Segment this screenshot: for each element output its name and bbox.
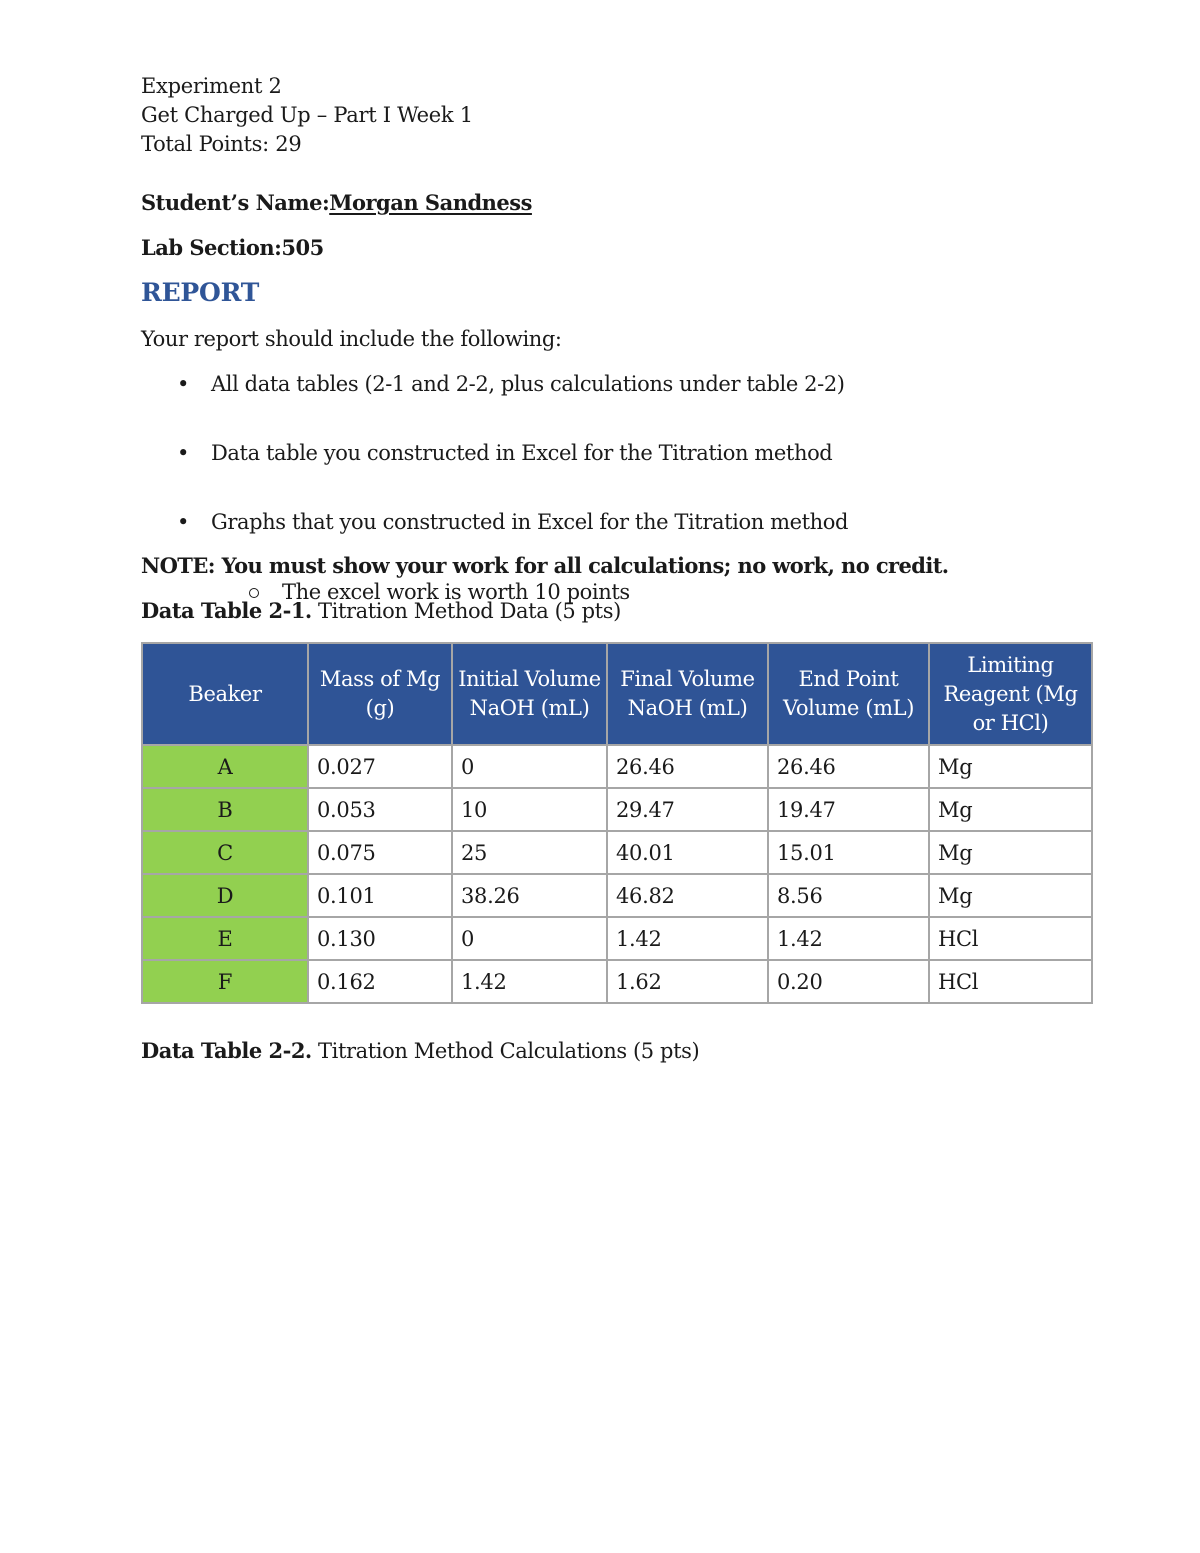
column-header-beaker: Beaker <box>142 643 308 745</box>
bullet-dot-icon: • <box>177 372 189 396</box>
initial-volume-cell: 0 <box>452 745 607 788</box>
beaker-cell: B <box>142 788 308 831</box>
report-intro: Your report should include the following: <box>141 327 562 351</box>
table-row <box>142 917 1092 960</box>
bullet-text: Graphs that you constructed in Excel for the Titration method <box>211 510 849 534</box>
table-row <box>142 874 1092 917</box>
total-points: Total Points: 29 <box>141 132 302 156</box>
document-page <box>141 72 1091 1063</box>
end-point-cell: 15.01 <box>768 831 929 874</box>
experiment-subtitle: Get Charged Up – Part I Week 1 <box>141 103 473 127</box>
work-note: NOTE: You must show your work for all calculations; no work, no credit. <box>141 553 949 578</box>
beaker-cell: E <box>142 917 308 960</box>
beaker-cell: C <box>142 831 308 874</box>
end-point-cell: 19.47 <box>768 788 929 831</box>
mass-cell: 0.162 <box>308 960 452 1003</box>
limiting-reagent-cell: Mg <box>929 831 1092 874</box>
mass-cell: 0.027 <box>308 745 452 788</box>
final-volume-cell: 46.82 <box>607 874 768 917</box>
limiting-reagent-cell: Mg <box>929 788 1092 831</box>
end-point-cell: 26.46 <box>768 745 929 788</box>
bullet-text: All data tables (2-1 and 2-2, plus calculations under table 2-2) <box>211 372 845 396</box>
experiment-title: Experiment 2 <box>141 74 282 98</box>
lab-section-label: Lab Section: <box>141 235 282 260</box>
bullet-text: Data table you constructed in Excel for the Titration method <box>211 441 833 465</box>
titration-method-data-table <box>141 642 1093 1004</box>
lab-section-value: 505 <box>281 235 324 260</box>
document-header <box>141 72 473 159</box>
mass-cell: 0.130 <box>308 917 452 960</box>
limiting-reagent-cell: HCl <box>929 960 1092 1003</box>
table-row <box>142 788 1092 831</box>
lab-section-field <box>141 235 324 260</box>
limiting-reagent-cell: Mg <box>929 874 1092 917</box>
limiting-reagent-cell: Mg <box>929 745 1092 788</box>
bullet-dot-icon: • <box>177 441 189 465</box>
final-volume-cell: 1.42 <box>607 917 768 960</box>
column-header-limiting-reagent: Limiting Reagent (Mg or HCl) <box>929 643 1092 745</box>
table1-caption <box>141 598 621 623</box>
beaker-cell: D <box>142 874 308 917</box>
report-heading: REPORT <box>141 278 260 307</box>
beaker-cell: A <box>142 745 308 788</box>
column-header-mass-mg: Mass of Mg (g) <box>308 643 452 745</box>
final-volume-cell: 1.62 <box>607 960 768 1003</box>
initial-volume-cell: 1.42 <box>452 960 607 1003</box>
student-name-field <box>141 190 532 215</box>
final-volume-cell: 40.01 <box>607 831 768 874</box>
student-name-label: Student’s Name: <box>141 190 330 215</box>
column-header-final-volume: Final Volume NaOH (mL) <box>607 643 768 745</box>
table-row <box>142 745 1092 788</box>
mass-cell: 0.053 <box>308 788 452 831</box>
final-volume-cell: 26.46 <box>607 745 768 788</box>
initial-volume-cell: 0 <box>452 917 607 960</box>
initial-volume-cell: 38.26 <box>452 874 607 917</box>
table-row <box>142 960 1092 1003</box>
initial-volume-cell: 10 <box>452 788 607 831</box>
final-volume-cell: 29.47 <box>607 788 768 831</box>
mass-cell: 0.101 <box>308 874 452 917</box>
initial-volume-cell: 25 <box>452 831 607 874</box>
bullet-item <box>141 372 1161 396</box>
beaker-cell: F <box>142 960 308 1003</box>
table1-caption-label: Data Table 2-1. <box>141 598 312 623</box>
table2-caption <box>141 1038 699 1063</box>
end-point-cell: 0.20 <box>768 960 929 1003</box>
end-point-cell: 1.42 <box>768 917 929 960</box>
column-header-initial-volume: Initial Volume NaOH (mL) <box>452 643 607 745</box>
table1-caption-text: Titration Method Data (5 pts) <box>311 599 621 623</box>
mass-cell: 0.075 <box>308 831 452 874</box>
end-point-cell: 8.56 <box>768 874 929 917</box>
titration-table-wrapper <box>141 642 1093 1004</box>
bullet-item <box>141 510 1161 534</box>
column-header-end-point-volume: End Point Volume (mL) <box>768 643 929 745</box>
table-row <box>142 831 1092 874</box>
bullet-dot-icon: • <box>177 510 189 534</box>
hollow-circle-bullet-icon <box>249 588 259 598</box>
bullet-item <box>141 441 1161 465</box>
table2-caption-text: Titration Method Calculations (5 pts) <box>311 1039 700 1063</box>
student-name-value: Morgan Sandness <box>329 190 532 215</box>
sub-bullet-text: The excel work is worth 10 points <box>282 580 630 604</box>
table-header-row <box>142 643 1092 745</box>
table2-caption-label: Data Table 2-2. <box>141 1038 312 1063</box>
limiting-reagent-cell: HCl <box>929 917 1092 960</box>
